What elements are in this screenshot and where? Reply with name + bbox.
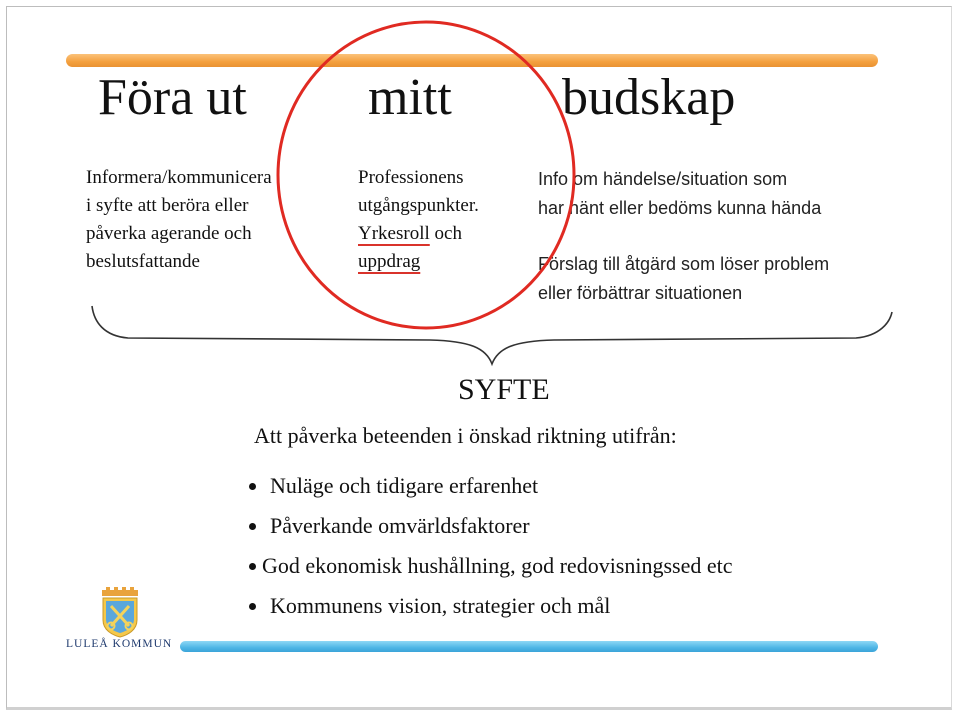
title-word-1: Föra ut [98, 69, 247, 126]
right-line-2: har hänt eller bedöms kunna hända [538, 198, 822, 218]
middle-underlined-word: Yrkesroll [358, 223, 430, 244]
syfte-bullet-list [246, 466, 733, 626]
bullet-item [246, 546, 733, 586]
bullet-dot-icon [249, 603, 256, 610]
bottom-accent-bar [180, 641, 878, 652]
curly-brace [92, 306, 892, 364]
right-line-3: Förslag till åtgärd som löser problem [538, 254, 830, 274]
middle-line-3-rest: och [429, 223, 462, 244]
title-word-2: mitt [368, 69, 452, 126]
highlight-circle [278, 22, 574, 328]
right-line-4: eller förbättrar situationen [538, 283, 743, 303]
syfte-heading: SYFTE [458, 373, 550, 406]
bullet-dot-icon [249, 483, 256, 490]
bullet-text: Nuläge och tidigare erfarenhet [270, 473, 539, 498]
middle-line-1: Professionens [358, 167, 464, 188]
bullet-text: Påverkande omvärldsfaktorer [270, 513, 530, 538]
logo-text: LULEÅ KOMMUN [66, 638, 173, 650]
left-line-1: Informera/kommunicera [86, 167, 272, 188]
middle-underlined-word-2: uppdrag [358, 251, 421, 272]
right-line-1: Info om händelse/situation som [538, 169, 788, 189]
bullet-item [246, 586, 733, 626]
bullet-item [246, 466, 733, 506]
bullet-text: God ekonomisk hushållning, god redovisningssed etc [262, 553, 733, 578]
syfte-intro: Att påverka beteenden i önskad riktning utifrån: [254, 423, 677, 448]
bullet-text: Kommunens vision, strategier och mål [270, 593, 611, 618]
title-word-3: budskap [562, 69, 736, 126]
left-line-4: beslutsfattande [86, 251, 200, 272]
bullet-dot-icon [249, 563, 256, 570]
bullet-dot-icon [249, 523, 256, 530]
middle-line-2: utgångspunkter. [358, 195, 479, 216]
left-line-2: i syfte att beröra eller [86, 195, 249, 216]
bullet-item [246, 506, 733, 546]
left-line-3: påverka agerande och [86, 223, 252, 244]
